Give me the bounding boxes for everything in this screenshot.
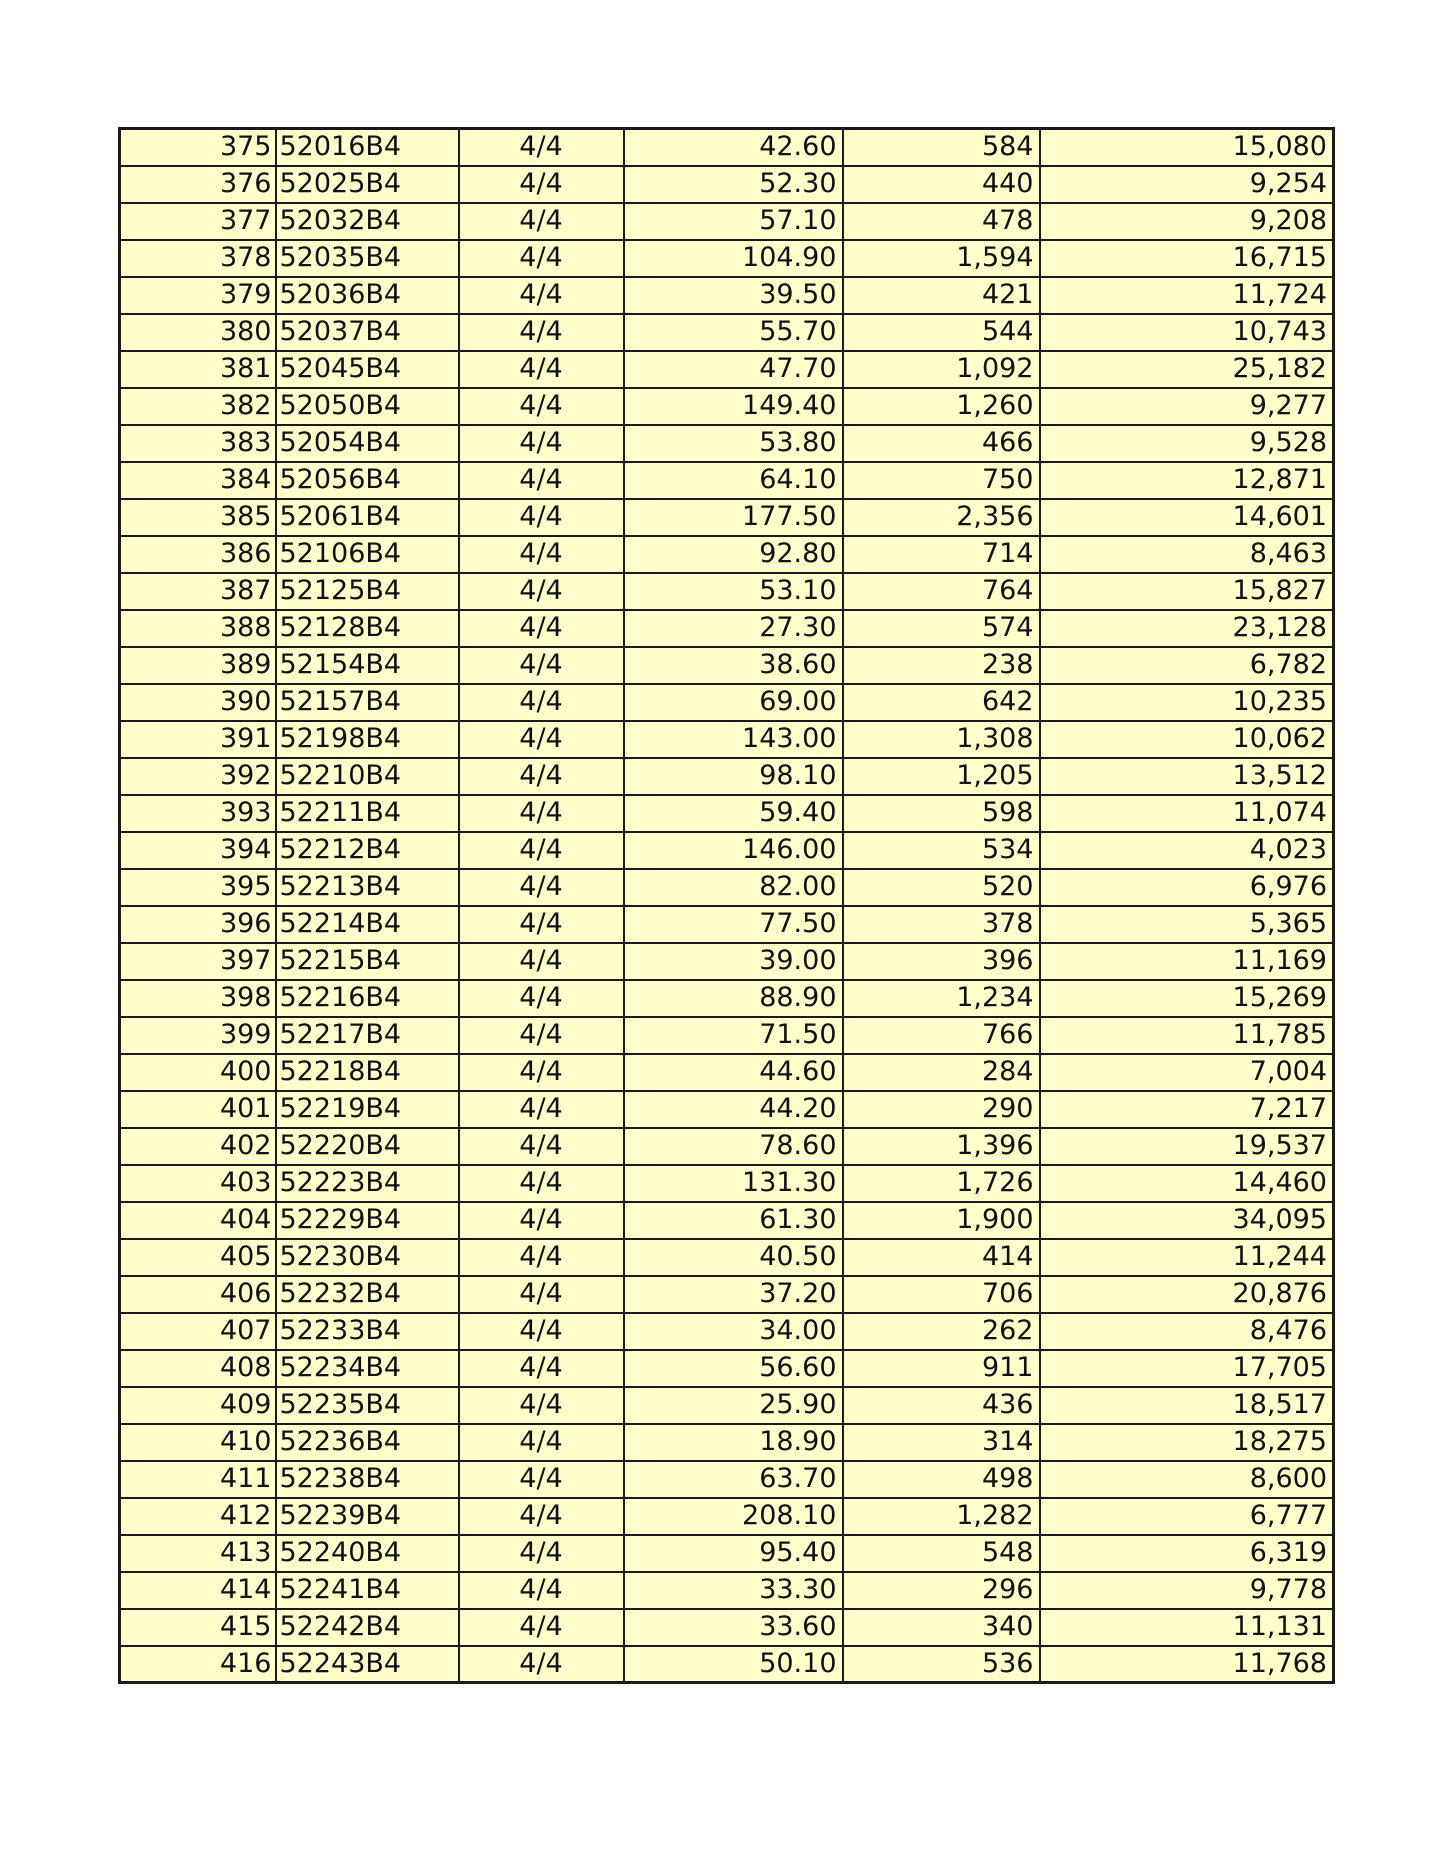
value-c-cell: 11,131 bbox=[1040, 1609, 1334, 1646]
ratio-cell: 4/4 bbox=[459, 758, 624, 795]
row-number-cell: 383 bbox=[120, 425, 276, 462]
ratio-cell: 4/4 bbox=[459, 1387, 624, 1424]
table-row bbox=[120, 1461, 1334, 1498]
value-c-cell: 9,277 bbox=[1040, 388, 1334, 425]
ratio-cell: 4/4 bbox=[459, 388, 624, 425]
value-c-cell: 9,254 bbox=[1040, 166, 1334, 203]
ratio-cell: 4/4 bbox=[459, 684, 624, 721]
table-row bbox=[120, 1202, 1334, 1239]
ratio-cell: 4/4 bbox=[459, 425, 624, 462]
value-a-cell: 53.80 bbox=[624, 425, 843, 462]
table-row bbox=[120, 1276, 1334, 1313]
value-b-cell: 544 bbox=[843, 314, 1040, 351]
row-number-cell: 405 bbox=[120, 1239, 276, 1276]
table-row bbox=[120, 573, 1334, 610]
table-body bbox=[120, 129, 1334, 1683]
value-c-cell: 8,476 bbox=[1040, 1313, 1334, 1350]
code-cell: 52243B4 bbox=[276, 1646, 459, 1683]
table-row bbox=[120, 536, 1334, 573]
value-b-cell: 290 bbox=[843, 1091, 1040, 1128]
value-c-cell: 18,517 bbox=[1040, 1387, 1334, 1424]
value-a-cell: 47.70 bbox=[624, 351, 843, 388]
value-a-cell: 53.10 bbox=[624, 573, 843, 610]
table-row bbox=[120, 166, 1334, 203]
code-cell: 52218B4 bbox=[276, 1054, 459, 1091]
value-c-cell: 6,777 bbox=[1040, 1498, 1334, 1535]
ratio-cell: 4/4 bbox=[459, 1165, 624, 1202]
value-c-cell: 13,512 bbox=[1040, 758, 1334, 795]
row-number-cell: 395 bbox=[120, 869, 276, 906]
code-cell: 52154B4 bbox=[276, 647, 459, 684]
table-row bbox=[120, 1313, 1334, 1350]
ratio-cell: 4/4 bbox=[459, 1535, 624, 1572]
ratio-cell: 4/4 bbox=[459, 610, 624, 647]
ratio-cell: 4/4 bbox=[459, 1646, 624, 1683]
value-c-cell: 11,169 bbox=[1040, 943, 1334, 980]
value-b-cell: 520 bbox=[843, 869, 1040, 906]
value-c-cell: 10,062 bbox=[1040, 721, 1334, 758]
code-cell: 52128B4 bbox=[276, 610, 459, 647]
code-cell: 52045B4 bbox=[276, 351, 459, 388]
value-c-cell: 11,074 bbox=[1040, 795, 1334, 832]
code-cell: 52035B4 bbox=[276, 240, 459, 277]
value-b-cell: 498 bbox=[843, 1461, 1040, 1498]
value-a-cell: 56.60 bbox=[624, 1350, 843, 1387]
value-a-cell: 33.30 bbox=[624, 1572, 843, 1609]
row-number-cell: 388 bbox=[120, 610, 276, 647]
ratio-cell: 4/4 bbox=[459, 1350, 624, 1387]
ratio-cell: 4/4 bbox=[459, 1572, 624, 1609]
value-b-cell: 262 bbox=[843, 1313, 1040, 1350]
value-a-cell: 25.90 bbox=[624, 1387, 843, 1424]
code-cell: 52157B4 bbox=[276, 684, 459, 721]
row-number-cell: 402 bbox=[120, 1128, 276, 1165]
value-a-cell: 61.30 bbox=[624, 1202, 843, 1239]
value-b-cell: 436 bbox=[843, 1387, 1040, 1424]
table-row bbox=[120, 314, 1334, 351]
code-cell: 52032B4 bbox=[276, 203, 459, 240]
ratio-cell: 4/4 bbox=[459, 721, 624, 758]
value-b-cell: 1,726 bbox=[843, 1165, 1040, 1202]
value-a-cell: 50.10 bbox=[624, 1646, 843, 1683]
value-b-cell: 574 bbox=[843, 610, 1040, 647]
value-c-cell: 11,724 bbox=[1040, 277, 1334, 314]
row-number-cell: 415 bbox=[120, 1609, 276, 1646]
ratio-cell: 4/4 bbox=[459, 129, 624, 166]
table-row bbox=[120, 758, 1334, 795]
code-cell: 52211B4 bbox=[276, 795, 459, 832]
row-number-cell: 396 bbox=[120, 906, 276, 943]
ratio-cell: 4/4 bbox=[459, 980, 624, 1017]
value-b-cell: 642 bbox=[843, 684, 1040, 721]
value-a-cell: 69.00 bbox=[624, 684, 843, 721]
table-row bbox=[120, 1350, 1334, 1387]
table-row bbox=[120, 1239, 1334, 1276]
table-row bbox=[120, 203, 1334, 240]
ratio-cell: 4/4 bbox=[459, 1609, 624, 1646]
value-b-cell: 378 bbox=[843, 906, 1040, 943]
ratio-cell: 4/4 bbox=[459, 499, 624, 536]
value-b-cell: 1,260 bbox=[843, 388, 1040, 425]
value-b-cell: 1,396 bbox=[843, 1128, 1040, 1165]
value-a-cell: 27.30 bbox=[624, 610, 843, 647]
value-a-cell: 64.10 bbox=[624, 462, 843, 499]
value-b-cell: 440 bbox=[843, 166, 1040, 203]
code-cell: 52054B4 bbox=[276, 425, 459, 462]
value-c-cell: 15,269 bbox=[1040, 980, 1334, 1017]
value-c-cell: 6,976 bbox=[1040, 869, 1334, 906]
row-number-cell: 379 bbox=[120, 277, 276, 314]
ratio-cell: 4/4 bbox=[459, 351, 624, 388]
value-c-cell: 23,128 bbox=[1040, 610, 1334, 647]
value-b-cell: 396 bbox=[843, 943, 1040, 980]
table-row bbox=[120, 906, 1334, 943]
value-b-cell: 534 bbox=[843, 832, 1040, 869]
value-b-cell: 598 bbox=[843, 795, 1040, 832]
value-b-cell: 296 bbox=[843, 1572, 1040, 1609]
value-c-cell: 5,365 bbox=[1040, 906, 1334, 943]
table-row bbox=[120, 240, 1334, 277]
ratio-cell: 4/4 bbox=[459, 1017, 624, 1054]
table-row bbox=[120, 1646, 1334, 1683]
value-b-cell: 314 bbox=[843, 1424, 1040, 1461]
row-number-cell: 404 bbox=[120, 1202, 276, 1239]
value-a-cell: 37.20 bbox=[624, 1276, 843, 1313]
ratio-cell: 4/4 bbox=[459, 1424, 624, 1461]
value-b-cell: 1,234 bbox=[843, 980, 1040, 1017]
row-number-cell: 376 bbox=[120, 166, 276, 203]
code-cell: 52215B4 bbox=[276, 943, 459, 980]
row-number-cell: 386 bbox=[120, 536, 276, 573]
row-number-cell: 409 bbox=[120, 1387, 276, 1424]
value-a-cell: 33.60 bbox=[624, 1609, 843, 1646]
ratio-cell: 4/4 bbox=[459, 277, 624, 314]
value-b-cell: 414 bbox=[843, 1239, 1040, 1276]
value-b-cell: 536 bbox=[843, 1646, 1040, 1683]
value-a-cell: 71.50 bbox=[624, 1017, 843, 1054]
value-a-cell: 57.10 bbox=[624, 203, 843, 240]
value-c-cell: 17,705 bbox=[1040, 1350, 1334, 1387]
ratio-cell: 4/4 bbox=[459, 1091, 624, 1128]
table-row bbox=[120, 943, 1334, 980]
row-number-cell: 406 bbox=[120, 1276, 276, 1313]
value-c-cell: 34,095 bbox=[1040, 1202, 1334, 1239]
table-row bbox=[120, 1572, 1334, 1609]
table-row bbox=[120, 832, 1334, 869]
value-b-cell: 750 bbox=[843, 462, 1040, 499]
code-cell: 52240B4 bbox=[276, 1535, 459, 1572]
code-cell: 52061B4 bbox=[276, 499, 459, 536]
table-row bbox=[120, 647, 1334, 684]
table-row bbox=[120, 1535, 1334, 1572]
value-c-cell: 9,778 bbox=[1040, 1572, 1334, 1609]
value-b-cell: 1,594 bbox=[843, 240, 1040, 277]
row-number-cell: 398 bbox=[120, 980, 276, 1017]
code-cell: 52234B4 bbox=[276, 1350, 459, 1387]
value-b-cell: 340 bbox=[843, 1609, 1040, 1646]
ratio-cell: 4/4 bbox=[459, 573, 624, 610]
value-c-cell: 8,600 bbox=[1040, 1461, 1334, 1498]
value-b-cell: 706 bbox=[843, 1276, 1040, 1313]
code-cell: 52223B4 bbox=[276, 1165, 459, 1202]
code-cell: 52239B4 bbox=[276, 1498, 459, 1535]
value-b-cell: 238 bbox=[843, 647, 1040, 684]
row-number-cell: 392 bbox=[120, 758, 276, 795]
value-a-cell: 77.50 bbox=[624, 906, 843, 943]
value-c-cell: 7,217 bbox=[1040, 1091, 1334, 1128]
row-number-cell: 390 bbox=[120, 684, 276, 721]
ratio-cell: 4/4 bbox=[459, 869, 624, 906]
row-number-cell: 413 bbox=[120, 1535, 276, 1572]
value-c-cell: 11,244 bbox=[1040, 1239, 1334, 1276]
row-number-cell: 378 bbox=[120, 240, 276, 277]
value-a-cell: 39.50 bbox=[624, 277, 843, 314]
value-a-cell: 98.10 bbox=[624, 758, 843, 795]
table-row bbox=[120, 1609, 1334, 1646]
value-c-cell: 4,023 bbox=[1040, 832, 1334, 869]
table-row bbox=[120, 721, 1334, 758]
value-a-cell: 88.90 bbox=[624, 980, 843, 1017]
ratio-cell: 4/4 bbox=[459, 795, 624, 832]
table-row bbox=[120, 1165, 1334, 1202]
table-row bbox=[120, 462, 1334, 499]
value-a-cell: 95.40 bbox=[624, 1535, 843, 1572]
row-number-cell: 399 bbox=[120, 1017, 276, 1054]
value-a-cell: 149.40 bbox=[624, 388, 843, 425]
value-a-cell: 78.60 bbox=[624, 1128, 843, 1165]
value-a-cell: 44.20 bbox=[624, 1091, 843, 1128]
code-cell: 52198B4 bbox=[276, 721, 459, 758]
value-c-cell: 19,537 bbox=[1040, 1128, 1334, 1165]
ratio-cell: 4/4 bbox=[459, 1128, 624, 1165]
code-cell: 52233B4 bbox=[276, 1313, 459, 1350]
code-cell: 52238B4 bbox=[276, 1461, 459, 1498]
value-a-cell: 18.90 bbox=[624, 1424, 843, 1461]
value-b-cell: 548 bbox=[843, 1535, 1040, 1572]
code-cell: 52016B4 bbox=[276, 129, 459, 166]
code-cell: 52106B4 bbox=[276, 536, 459, 573]
row-number-cell: 393 bbox=[120, 795, 276, 832]
value-b-cell: 466 bbox=[843, 425, 1040, 462]
ratio-cell: 4/4 bbox=[459, 1498, 624, 1535]
code-cell: 52037B4 bbox=[276, 314, 459, 351]
table-row bbox=[120, 1498, 1334, 1535]
row-number-cell: 407 bbox=[120, 1313, 276, 1350]
value-b-cell: 1,308 bbox=[843, 721, 1040, 758]
value-c-cell: 20,876 bbox=[1040, 1276, 1334, 1313]
table-row bbox=[120, 1017, 1334, 1054]
table-row bbox=[120, 129, 1334, 166]
value-b-cell: 1,282 bbox=[843, 1498, 1040, 1535]
value-a-cell: 42.60 bbox=[624, 129, 843, 166]
table-row bbox=[120, 388, 1334, 425]
value-a-cell: 146.00 bbox=[624, 832, 843, 869]
value-c-cell: 6,782 bbox=[1040, 647, 1334, 684]
ratio-cell: 4/4 bbox=[459, 166, 624, 203]
code-cell: 52217B4 bbox=[276, 1017, 459, 1054]
code-cell: 52216B4 bbox=[276, 980, 459, 1017]
ratio-cell: 4/4 bbox=[459, 1239, 624, 1276]
row-number-cell: 403 bbox=[120, 1165, 276, 1202]
code-cell: 52210B4 bbox=[276, 758, 459, 795]
value-a-cell: 177.50 bbox=[624, 499, 843, 536]
row-number-cell: 411 bbox=[120, 1461, 276, 1498]
ratio-cell: 4/4 bbox=[459, 203, 624, 240]
value-a-cell: 104.90 bbox=[624, 240, 843, 277]
ratio-cell: 4/4 bbox=[459, 906, 624, 943]
value-b-cell: 764 bbox=[843, 573, 1040, 610]
value-a-cell: 59.40 bbox=[624, 795, 843, 832]
row-number-cell: 377 bbox=[120, 203, 276, 240]
value-a-cell: 40.50 bbox=[624, 1239, 843, 1276]
ratio-cell: 4/4 bbox=[459, 1276, 624, 1313]
value-c-cell: 11,768 bbox=[1040, 1646, 1334, 1683]
ratio-cell: 4/4 bbox=[459, 314, 624, 351]
row-number-cell: 400 bbox=[120, 1054, 276, 1091]
row-number-cell: 384 bbox=[120, 462, 276, 499]
value-a-cell: 208.10 bbox=[624, 1498, 843, 1535]
value-b-cell: 584 bbox=[843, 129, 1040, 166]
code-cell: 52232B4 bbox=[276, 1276, 459, 1313]
code-cell: 52025B4 bbox=[276, 166, 459, 203]
value-b-cell: 911 bbox=[843, 1350, 1040, 1387]
value-a-cell: 34.00 bbox=[624, 1313, 843, 1350]
value-c-cell: 25,182 bbox=[1040, 351, 1334, 388]
code-cell: 52213B4 bbox=[276, 869, 459, 906]
row-number-cell: 381 bbox=[120, 351, 276, 388]
row-number-cell: 389 bbox=[120, 647, 276, 684]
value-c-cell: 9,208 bbox=[1040, 203, 1334, 240]
code-cell: 52212B4 bbox=[276, 832, 459, 869]
value-b-cell: 766 bbox=[843, 1017, 1040, 1054]
row-number-cell: 382 bbox=[120, 388, 276, 425]
value-a-cell: 63.70 bbox=[624, 1461, 843, 1498]
value-b-cell: 2,356 bbox=[843, 499, 1040, 536]
value-c-cell: 10,235 bbox=[1040, 684, 1334, 721]
value-a-cell: 52.30 bbox=[624, 166, 843, 203]
table-row bbox=[120, 351, 1334, 388]
value-a-cell: 92.80 bbox=[624, 536, 843, 573]
value-a-cell: 82.00 bbox=[624, 869, 843, 906]
value-b-cell: 421 bbox=[843, 277, 1040, 314]
ratio-cell: 4/4 bbox=[459, 832, 624, 869]
row-number-cell: 391 bbox=[120, 721, 276, 758]
code-cell: 52214B4 bbox=[276, 906, 459, 943]
row-number-cell: 394 bbox=[120, 832, 276, 869]
value-c-cell: 7,004 bbox=[1040, 1054, 1334, 1091]
value-c-cell: 14,601 bbox=[1040, 499, 1334, 536]
value-c-cell: 18,275 bbox=[1040, 1424, 1334, 1461]
value-b-cell: 714 bbox=[843, 536, 1040, 573]
value-c-cell: 9,528 bbox=[1040, 425, 1334, 462]
ratio-cell: 4/4 bbox=[459, 240, 624, 277]
table-row bbox=[120, 684, 1334, 721]
data-table bbox=[118, 127, 1335, 1684]
value-c-cell: 8,463 bbox=[1040, 536, 1334, 573]
row-number-cell: 412 bbox=[120, 1498, 276, 1535]
ratio-cell: 4/4 bbox=[459, 1313, 624, 1350]
code-cell: 52229B4 bbox=[276, 1202, 459, 1239]
table-row bbox=[120, 869, 1334, 906]
value-c-cell: 16,715 bbox=[1040, 240, 1334, 277]
row-number-cell: 410 bbox=[120, 1424, 276, 1461]
value-a-cell: 38.60 bbox=[624, 647, 843, 684]
value-c-cell: 15,827 bbox=[1040, 573, 1334, 610]
value-b-cell: 1,900 bbox=[843, 1202, 1040, 1239]
code-cell: 52236B4 bbox=[276, 1424, 459, 1461]
table-row bbox=[120, 980, 1334, 1017]
row-number-cell: 380 bbox=[120, 314, 276, 351]
table-row bbox=[120, 795, 1334, 832]
value-b-cell: 284 bbox=[843, 1054, 1040, 1091]
code-cell: 52220B4 bbox=[276, 1128, 459, 1165]
table-row bbox=[120, 1387, 1334, 1424]
code-cell: 52050B4 bbox=[276, 388, 459, 425]
value-b-cell: 478 bbox=[843, 203, 1040, 240]
value-c-cell: 14,460 bbox=[1040, 1165, 1334, 1202]
ratio-cell: 4/4 bbox=[459, 943, 624, 980]
code-cell: 52235B4 bbox=[276, 1387, 459, 1424]
table-row bbox=[120, 610, 1334, 647]
code-cell: 52036B4 bbox=[276, 277, 459, 314]
row-number-cell: 375 bbox=[120, 129, 276, 166]
ratio-cell: 4/4 bbox=[459, 462, 624, 499]
table-row bbox=[120, 1424, 1334, 1461]
value-c-cell: 6,319 bbox=[1040, 1535, 1334, 1572]
value-b-cell: 1,205 bbox=[843, 758, 1040, 795]
value-c-cell: 11,785 bbox=[1040, 1017, 1334, 1054]
value-a-cell: 39.00 bbox=[624, 943, 843, 980]
value-b-cell: 1,092 bbox=[843, 351, 1040, 388]
ratio-cell: 4/4 bbox=[459, 1054, 624, 1091]
ratio-cell: 4/4 bbox=[459, 1461, 624, 1498]
value-c-cell: 12,871 bbox=[1040, 462, 1334, 499]
table-row bbox=[120, 277, 1334, 314]
value-a-cell: 44.60 bbox=[624, 1054, 843, 1091]
table-row bbox=[120, 425, 1334, 462]
value-a-cell: 131.30 bbox=[624, 1165, 843, 1202]
table-row bbox=[120, 1128, 1334, 1165]
row-number-cell: 387 bbox=[120, 573, 276, 610]
table-row bbox=[120, 1091, 1334, 1128]
code-cell: 52219B4 bbox=[276, 1091, 459, 1128]
code-cell: 52241B4 bbox=[276, 1572, 459, 1609]
ratio-cell: 4/4 bbox=[459, 536, 624, 573]
row-number-cell: 416 bbox=[120, 1646, 276, 1683]
row-number-cell: 414 bbox=[120, 1572, 276, 1609]
code-cell: 52242B4 bbox=[276, 1609, 459, 1646]
table-row bbox=[120, 499, 1334, 536]
row-number-cell: 408 bbox=[120, 1350, 276, 1387]
table-row bbox=[120, 1054, 1334, 1091]
value-c-cell: 15,080 bbox=[1040, 129, 1334, 166]
ratio-cell: 4/4 bbox=[459, 1202, 624, 1239]
code-cell: 52056B4 bbox=[276, 462, 459, 499]
value-a-cell: 143.00 bbox=[624, 721, 843, 758]
row-number-cell: 401 bbox=[120, 1091, 276, 1128]
row-number-cell: 385 bbox=[120, 499, 276, 536]
code-cell: 52125B4 bbox=[276, 573, 459, 610]
code-cell: 52230B4 bbox=[276, 1239, 459, 1276]
value-a-cell: 55.70 bbox=[624, 314, 843, 351]
value-c-cell: 10,743 bbox=[1040, 314, 1334, 351]
row-number-cell: 397 bbox=[120, 943, 276, 980]
ratio-cell: 4/4 bbox=[459, 647, 624, 684]
